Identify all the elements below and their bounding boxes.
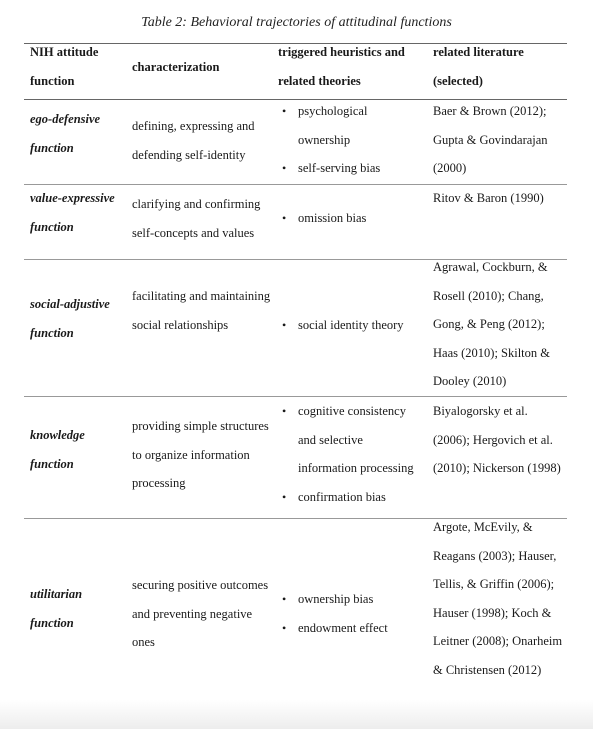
heuristics-list-utilitarian <box>280 585 420 642</box>
characterization-utilitarian: securing positive outcomes and preventing negative ones <box>132 578 269 649</box>
heuristics-list-social-adjustive <box>280 311 420 340</box>
header-triggered-heuristics: triggered heuristics and related theories <box>278 45 405 88</box>
heuristic-item: • psychological ownership <box>280 97 420 154</box>
heuristics-list-ego-defensive <box>280 97 420 183</box>
heuristic-item: • omission bias <box>280 204 420 233</box>
heuristic-item: • social identity theory <box>280 311 420 340</box>
literature-utilitarian: Argote, McEvily, & Reagans (2003); Hauser, Tellis, & Griffin (2006); Hauser (1998); Koch & Leitner (2008); Onarheim & Christensen (2012) <box>433 520 563 677</box>
header-related-literature: related literature (selected) <box>433 45 524 88</box>
function-value-expressive: value-expressive function <box>30 191 115 234</box>
page-bottom-shadow <box>0 700 593 729</box>
heuristic-item: • self-serving bias <box>280 154 420 183</box>
function-ego-defensive: ego-defensive function <box>30 112 101 155</box>
heuristics-list-knowledge <box>280 397 420 511</box>
header-characterization: characterization <box>132 60 220 74</box>
heuristic-item: • endowment effect <box>280 614 420 643</box>
table-caption: Table 2: Behavioral trajectories of attitudinal functions <box>141 15 452 30</box>
function-utilitarian: utilitarian function <box>30 587 83 630</box>
literature-value-expressive: Ritov & Baron (1990) <box>433 191 544 205</box>
heuristic-item: • cognitive consistency and selective information processing <box>280 397 420 483</box>
literature-social-adjustive: Agrawal, Cockburn, & Rosell (2010); Chang, Gong, & Peng (2012); Haas (2010); Skilton & Dooley (2010) <box>433 260 551 388</box>
characterization-value-expressive: clarifying and confirming self-concepts and values <box>132 197 261 240</box>
heuristics-list-value-expressive <box>280 204 420 233</box>
literature-knowledge: Biyalogorsky et al. (2006); Hergovich et al. (2010); Nickerson (1998) <box>433 404 561 475</box>
heuristic-item: • ownership bias <box>280 585 420 614</box>
heuristic-item: • confirmation bias <box>280 483 420 512</box>
literature-ego-defensive: Baer & Brown (2012); Gupta & Govindarajan (2000) <box>433 104 548 175</box>
characterization-knowledge: providing simple structures to organize information processing <box>132 419 269 490</box>
header-nih-attitude-function: NIH attitude function <box>30 45 99 88</box>
function-knowledge: knowledge function <box>30 428 85 471</box>
characterization-social-adjustive: facilitating and maintaining social relationships <box>132 289 271 332</box>
characterization-ego-defensive: defining, expressing and defending self-identity <box>132 119 255 162</box>
function-social-adjustive: social-adjustive function <box>30 297 110 340</box>
